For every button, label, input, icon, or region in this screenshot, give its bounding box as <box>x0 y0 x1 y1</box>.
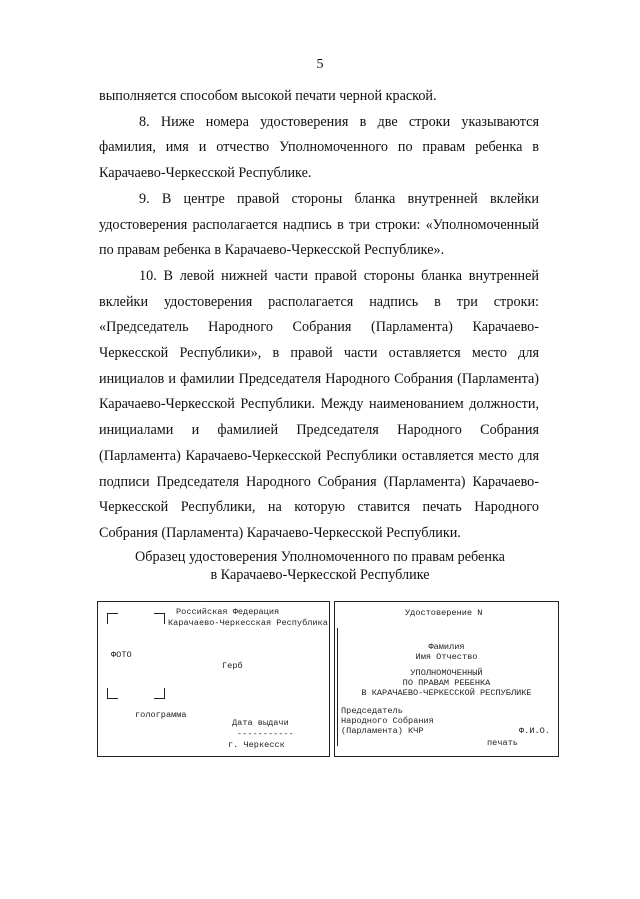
sample-title <box>0 548 640 584</box>
stamp-label: печать <box>487 738 518 748</box>
photo-corner-top-right <box>154 613 165 624</box>
initials-label: Ф.И.О. <box>519 726 550 736</box>
paragraph-9: 9. В центре правой стороны бланка внутренней вклейки удостоверения располагается надпись в три строки: «Уполномоченный по правам ребенка в Карачаево-Черкесской Республике». <box>99 190 539 259</box>
chairman-label-line-3: (Парламента) КЧР <box>341 726 424 736</box>
hologram-label: голограмма <box>135 710 187 720</box>
certificate-number-label: Удостоверение N <box>405 608 483 618</box>
name-patronymic-label: Имя Отчество <box>415 652 478 662</box>
chairman-label-line-1: Председатель <box>341 706 403 716</box>
certificate-right-panel <box>334 601 559 757</box>
body-text <box>99 84 539 547</box>
ombudsman-title-line-2: ПО ПРАВАМ РЕБЕНКА <box>402 678 491 688</box>
republic-label: Карачаево-Черкесская Республика <box>168 618 328 628</box>
surname-label: Фамилия <box>428 642 465 652</box>
ombudsman-title-line-3: В КАРАЧАЕВО-ЧЕРКЕССКОЙ РЕСПУБЛИКЕ <box>361 688 532 698</box>
sample-title-line-2: в Карачаево-Черкесской Республике <box>210 567 430 583</box>
issue-date-label: Дата выдачи <box>232 718 289 728</box>
paragraph-8: 8. Ниже номера удостоверения в две строки указываются фамилия, имя и отчество Уполномоченного по правам ребенка в Карачаево-Черкесской Республике. <box>99 113 539 182</box>
certificate-sample <box>97 601 557 758</box>
emblem-label: Герб <box>222 661 243 671</box>
country-label: Российская Федерация <box>176 607 280 617</box>
page-number: 5 <box>316 57 324 72</box>
photo-corner-bottom-right <box>154 688 165 699</box>
sample-title-line-1: Образец удостоверения Уполномоченного по правам ребенка <box>135 549 505 565</box>
city-label: г. Черкесск <box>228 740 285 750</box>
paragraph-10: 10. В левой нижней части правой стороны бланка внутренней вклейки удостоверения располагается надпись в три строки: «Председатель Народного Собрания (Парламента) Карачаево-Черкесской Республики», в правой части оставляется место для инициалов и фамилии Председателя Народного Собрания (Парламента) Карачаево-Черкесской Республики. Между наименованием должности, инициалами и фамилией Председателя Народного Собрания (Парламента) Карачаево-Черкесской Республики оставляется место для подписи Председателя Народного Собрания (Парламента) Карачаево-Черкесской Республики, на которую ставится печать Народного Собрания (Парламента) Карачаево-Черкесской Республики. <box>99 267 539 541</box>
chairman-label-line-2: Народного Собрания <box>341 716 434 726</box>
certificate-left-panel <box>97 601 330 757</box>
ombudsman-title-line-1: УПОЛНОМОЧЕННЫЙ <box>410 668 483 678</box>
photo-corner-top-left <box>107 613 118 624</box>
photo-corner-bottom-left <box>107 688 118 699</box>
paragraph-continuation: выполняется способом высокой печати черной краской. <box>99 88 437 104</box>
photo-label: ФОТО <box>111 650 132 660</box>
issue-date-dashes: ----------- <box>237 729 294 739</box>
